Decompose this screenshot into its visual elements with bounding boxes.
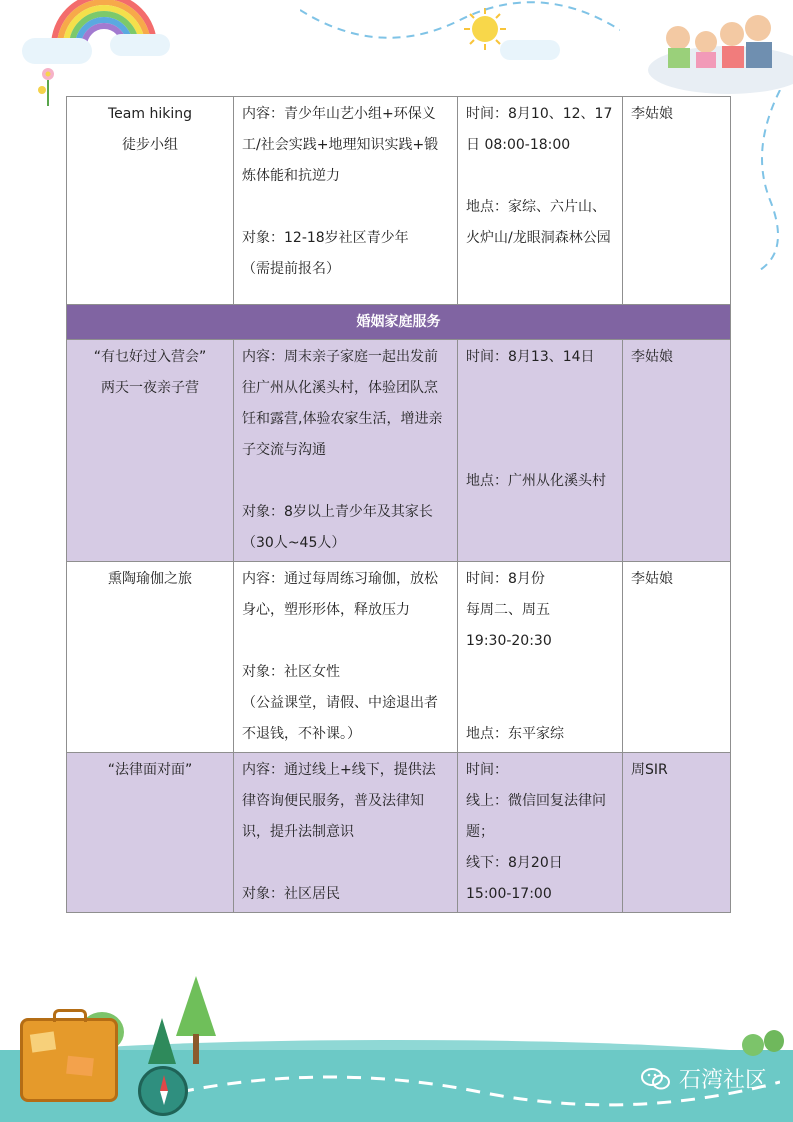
activity-time-label: 时间： bbox=[466, 762, 508, 778]
activity-time: 时间：8月10、12、17日 08:00-18:00 bbox=[466, 106, 613, 153]
activity-contact-cell bbox=[623, 97, 731, 305]
activity-target: 对象：社区女性 bbox=[242, 664, 340, 680]
flower-icon bbox=[36, 66, 60, 106]
wechat-icon bbox=[641, 1067, 671, 1091]
dashed-path-decoration bbox=[740, 90, 790, 270]
activity-contact: 李姑娘 bbox=[631, 349, 673, 365]
activity-contact: 李姑娘 bbox=[631, 106, 673, 122]
activity-target: 对象：12-18岁社区青少年 bbox=[242, 230, 409, 246]
dashed-path-decoration bbox=[300, 0, 620, 60]
activity-time-hours: 19:30-20:30 bbox=[466, 633, 552, 649]
activity-name-cell bbox=[67, 753, 234, 913]
tree-trunk bbox=[193, 1034, 199, 1064]
brand-name: 石湾社区 bbox=[678, 1068, 767, 1093]
activity-name-en: Team hiking bbox=[108, 106, 192, 122]
activity-target-note: （需提前报名） bbox=[242, 261, 340, 277]
activity-time-cell bbox=[458, 340, 623, 562]
cloud-decoration bbox=[110, 34, 170, 56]
activity-time-cell bbox=[458, 97, 623, 305]
activity-contact: 周SIR bbox=[631, 762, 668, 778]
airplane-family-illustration bbox=[618, 0, 793, 100]
activity-contact: 李姑娘 bbox=[631, 571, 673, 587]
activity-name-cell bbox=[67, 97, 234, 305]
activity-name-cell bbox=[67, 340, 234, 562]
activity-target: 对象：社区居民 bbox=[242, 886, 340, 902]
activity-time: 时间：8月份 bbox=[466, 571, 545, 587]
suitcase-illustration bbox=[20, 1018, 118, 1102]
activity-name-cell bbox=[67, 562, 234, 753]
activity-schedule-table bbox=[66, 96, 731, 913]
activity-content-cell bbox=[234, 340, 458, 562]
activity-content: 内容：通过每周练习瑜伽，放松身心，塑形形体，释放压力 bbox=[242, 571, 438, 618]
activity-content: 内容：通过线上+线下，提供法律咨询便民服务，普及法律知识，提升法制意识 bbox=[242, 762, 436, 840]
activity-content-cell bbox=[234, 562, 458, 753]
activity-name: “有乜好过入营会” bbox=[93, 349, 207, 365]
table-row bbox=[67, 340, 731, 562]
activity-time-hours: 15:00-17:00 bbox=[466, 886, 552, 902]
section-header-row bbox=[67, 305, 731, 340]
activity-subname: 两天一夜亲子营 bbox=[101, 380, 199, 396]
activity-content: 内容：青少年山艺小组+环保义工/社会实践+地理知识实践+锻炼体能和抗逆力 bbox=[242, 106, 439, 184]
activity-contact-cell bbox=[623, 753, 731, 913]
activity-content-cell bbox=[234, 753, 458, 913]
activity-name: 熏陶瑜伽之旅 bbox=[108, 571, 192, 587]
activity-content: 内容：周末亲子家庭一起出发前往广州从化溪头村，体验团队烹饪和露营,体验农家生活，增进亲子交流与沟通 bbox=[242, 349, 443, 458]
activity-time-cell bbox=[458, 562, 623, 753]
activity-target: 对象：8岁以上青少年及其家长（30人~45人） bbox=[242, 504, 433, 551]
table-row bbox=[67, 97, 731, 305]
tree-icon bbox=[148, 1018, 176, 1064]
cloud-decoration bbox=[22, 38, 92, 64]
activity-time-offline: 线下：8月20日 bbox=[466, 855, 563, 871]
activity-note: （公益课堂，请假、中途退出者不退钱，不补课。） bbox=[242, 695, 438, 742]
activity-name-cn: 徒步小组 bbox=[122, 137, 178, 153]
table-row bbox=[67, 562, 731, 753]
tree-icon bbox=[742, 1034, 764, 1056]
activity-name: “法律面对面” bbox=[107, 762, 193, 778]
table-row bbox=[67, 753, 731, 913]
activity-time-days: 每周二、周五 bbox=[466, 602, 550, 618]
activity-content-cell bbox=[234, 97, 458, 305]
activity-location: 地点：广州从化溪头村 bbox=[466, 473, 606, 489]
activity-time: 时间：8月13、14日 bbox=[466, 349, 595, 365]
section-title: 婚姻家庭服务 bbox=[67, 305, 731, 340]
activity-contact-cell bbox=[623, 562, 731, 753]
tree-icon bbox=[764, 1030, 784, 1052]
activity-contact-cell bbox=[623, 340, 731, 562]
activity-location: 地点：家综、六片山、火炉山/龙眼洞森林公园 bbox=[466, 199, 611, 246]
tree-icon bbox=[176, 976, 216, 1036]
activity-time-cell bbox=[458, 753, 623, 913]
activity-time-online: 线上：微信回复法律问题； bbox=[466, 793, 606, 840]
brand-watermark bbox=[641, 1063, 767, 1094]
compass-icon bbox=[138, 1066, 188, 1116]
activity-location: 地点：东平家综 bbox=[466, 726, 564, 742]
